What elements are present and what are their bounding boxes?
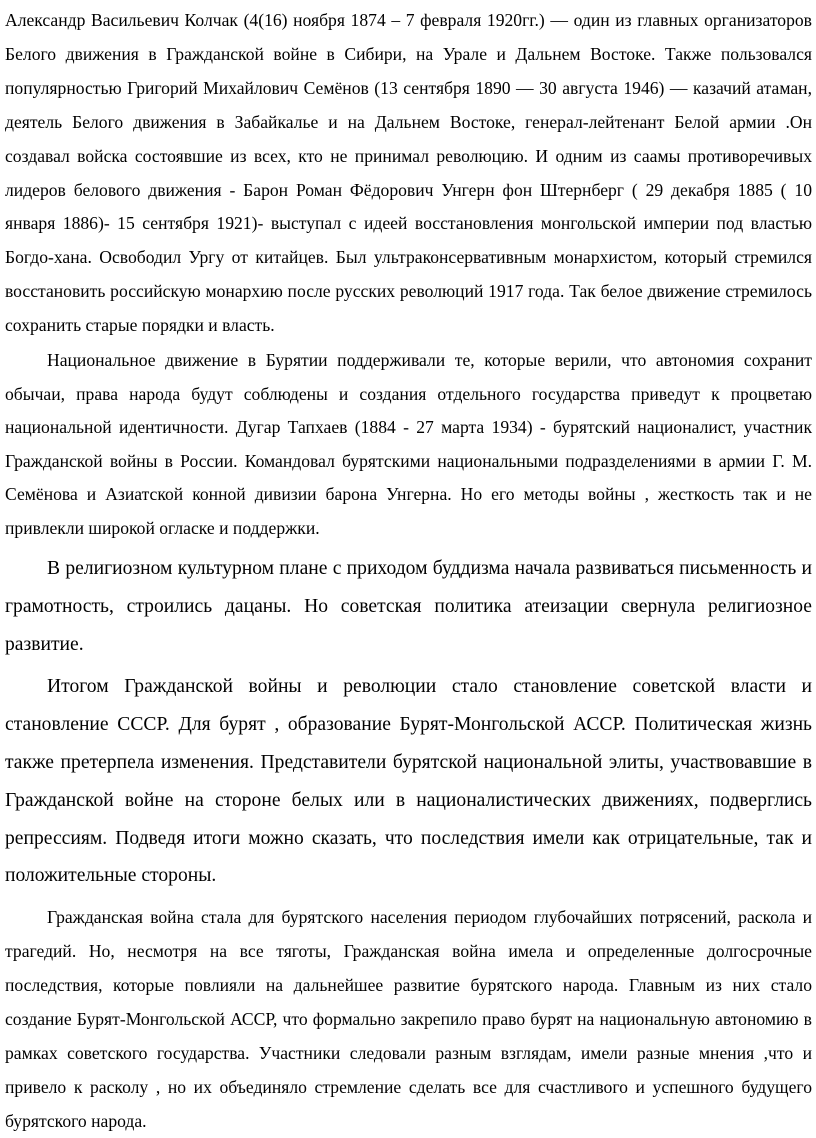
paragraph-white-movement-leaders: Александр Васильевич Колчак (4(16) ноября 1874 – 7 февраля 1920гг.) — один из главных организаторов Белого движения в Гражданской войне в Сибири, на Урале и Дальнем Востоке. Также пользовался популярностью Григорий Михайлович Семёнов (13 сентября 1890 — 30 августа 1946) — казачий атаман, деятель Белого движения в Забайкалье и на Дальнем Востоке, генерал-лейтенант Белой армии .Он создавал войска состоявшие из всех, кто не принимал революцию. И одним из саамы противоречивых лидеров белового движения - Барон Роман Фёдорович Унгерн фон Штернберг ( 29 декабря 1885 ( 10 января 1886)- 15 сентября 1921)- выступал с идеей восстановления монгольской империи под властью Богдо-хана. Освободил Ургу от китайцев. Был ультраконсервативным монархистом, который стремился восстановить российскую монархию после русских революций 1917 года. Так белое движение стремилось сохранить старые порядки и власть. <box>5 10 812 336</box>
paragraph-buryat-national-movement: Национальное движение в Бурятии поддерживали те, которые верили, что автономия сохранит обычаи, права народа будут соблюдены и создания отдельного государства приведут к процветаю национальной идентичности. Дугар Тапхаев (1884 - 27 марта 1934) - бурятский националист, участник Гражданской войны в России. Командовал бурятскими национальными подразделениями в армии Г. М. Семёнова и Азиатской конной дивизии барона Унгерна. Но его методы войны , жесткость так и не привлекли широкой огласке и поддержки. <box>5 350 812 538</box>
paragraph-religious-culture: В религиозном культурном плане с приходом буддизма начала развиваться письменность и грамотность, строились дацаны. Но советская политика атеизации свернула религиозное развитие. <box>5 558 812 655</box>
paragraph-war-results: Итогом Гражданской войны и революции стало становление советской власти и становление СССР. Для бурят , образование Бурят-Монгольской АССР. Политическая жизнь также претерпела изменения. Представители бурятской национальной элиты, участвовавшие в Гражданской войне на стороне белых или в националистических движениях, подверглись репрессиям. Подведя итоги можно сказать, что последствия имели как отрицательные, так и положительные стороны. <box>5 676 812 887</box>
paragraph-conclusion: Гражданская война стала для бурятского населения периодом глубочайших потрясений, раскола и трагедий. Но, несмотря на все тяготы, Гражданская война имела и определенные долгосрочные последствия, которые повлияли на дальнейшее развитие бурятского народа. Главным из них стало создание Бурят-Монгольской АССР, что формально закрепило право бурят на национальную автономию в рамках советского государства. Участники следовали разным взглядам, имели разные мнения ,что и привело к расколу , но их объединяло стремление сделать все для счастливого и успешного будущего бурятского народа. <box>5 907 812 1132</box>
